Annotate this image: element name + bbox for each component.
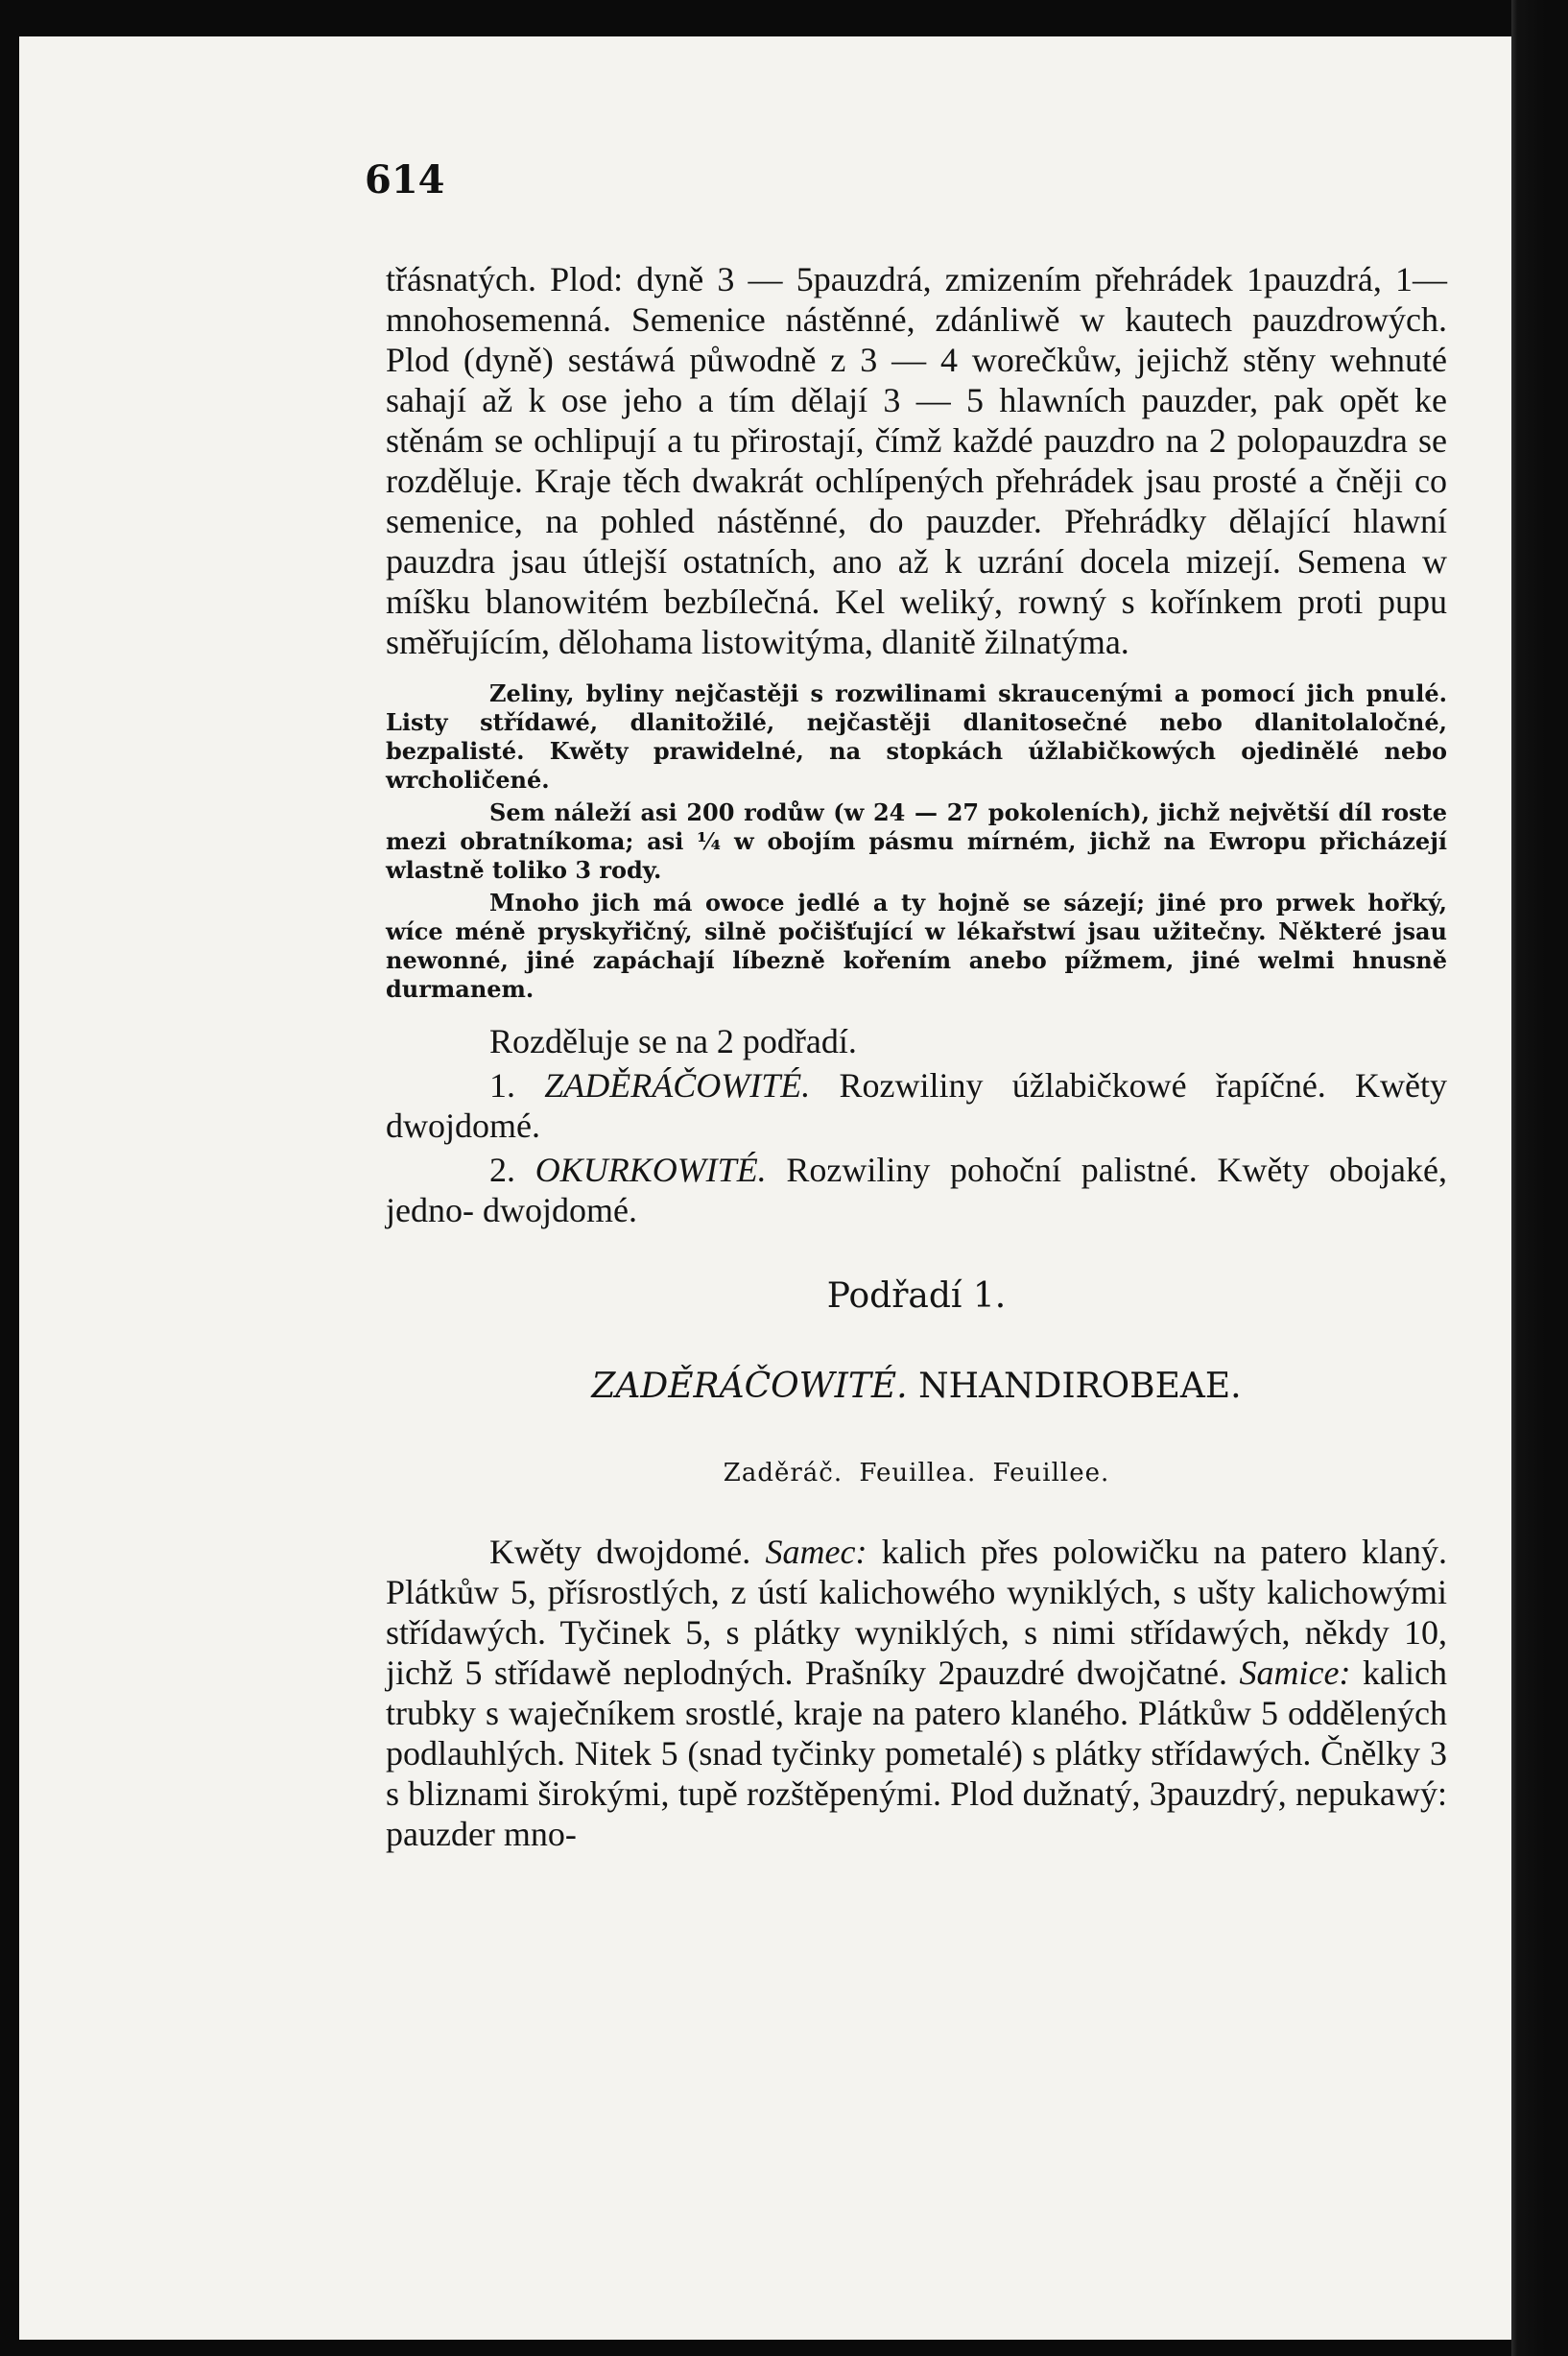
item-text: Rozwiliny úžlabičkowé řapíčné. Kwěty dwojdomé.: [386, 1066, 1448, 1145]
item-text: Rozwiliny pohoční palistné. Kwěty obojaké, jedno- dwojdomé.: [386, 1151, 1447, 1229]
suborder-item-2: [386, 1150, 1447, 1230]
description-intro: Kwěty dwojdomé.: [489, 1533, 751, 1571]
family-czech-name: ZADĚRÁČOWITÉ.: [591, 1367, 908, 1406]
genus-french-name: Feuillee.: [992, 1459, 1110, 1487]
item-name: ZADĚRÁČOWITÉ.: [544, 1066, 811, 1105]
small-paragraph-distribution: Sem náleží asi 200 rodůw (w 24 — 27 pokoleních), jichž největší díl roste mezi obratníkoma; asi ¼ w obojím pásmu mírném, jichž na Ewropu přicházejí wlastně toliko 3 rody.: [386, 798, 1447, 884]
family-latin-name: NHANDIROBEAE.: [918, 1367, 1242, 1406]
genus-latin-name: Feuillea.: [859, 1459, 977, 1487]
item-name: OKURKOWITÉ.: [535, 1151, 767, 1189]
page-number: 614: [365, 157, 445, 202]
suborder-item-1: [386, 1065, 1447, 1146]
book-page: [19, 36, 1524, 2340]
male-description: kalich přes polowičku na patero klaný. Plátkůw 5, přísrostlých, z ústí kalichowého wyniklých, s ušty kalichowými střídawých. Tyčinek 5, s plátky wyniklých, s nimi střídawých, někdy 10, jichž 5 střídawě neplodných. Prašníky 2pauzdré dwojčatné.: [386, 1533, 1447, 1692]
male-label: Samec:: [765, 1533, 867, 1571]
small-paragraph-habit: Zeliny, byliny nejčastěji s rozwilinami skraucenými a pomocí jich pnulé. Listy střídawé, dlanitožilé, nejčastěji dlanitosečné nebo dlanitolaločné, bezpalisté. Kwěty prawidelné, na stopkách úžlabičkowých ojedinělé nebo wrcholičené.: [386, 679, 1447, 794]
page-text: [386, 259, 1447, 1854]
book-binding-edge: [1511, 0, 1568, 2356]
item-number: 1.: [489, 1066, 515, 1105]
family-heading: [386, 1367, 1447, 1407]
female-label: Samice:: [1239, 1654, 1351, 1692]
female-description: kalich trubky s waječníkem srostlé, kraje na patero klaného. Plátkůw 5 oddělených podlauhlých. Nitek 5 (snad tyčinky pometalé) s plátky střídawých. Čnělky 3 s bliznami širokými, tupě rozštěpenými. Plod dužnatý, 3pauzdrý, nepukawý: pauzder mno-: [386, 1654, 1447, 1853]
genus-heading: [386, 1457, 1447, 1489]
main-paragraph: třásnatých. Plod: dyně 3 — 5pauzdrá, zmizením přehrádek 1pauzdrá, 1—mnohosemenná. Semenice nástěnné, zdánliwě w kautech pauzdrowých. Plod (dyně) sestáwá půwodně z 3 — 4 worečkůw, jejichž stěny wehnuté sahají až k ose jeho a tím dělají 3 — 5 hlawních pauzder, pak opět ke stěnám se ochlipují a tu přirostají, čímž každé pauzdro na 2 polopauzdra se rozděluje. Kraje těch dwakrát ochlípených přehrádek jsau prosté a čněji co semenice, na pohled nástěnné, do pauzder. Přehrádky dělající hlawní pauzdra jsau útlejší ostatních, ano až k uzrání docela mizejí. Semena w míšku blanowitém bezbílečná. Kel weliký, rowný s kořínkem proti pupu směřujícím, dělohama listowitýma, dlanitě žilnatýma.: [386, 260, 1447, 661]
small-paragraph-uses: Mnoho jich má owoce jedlé a ty hojně se sázejí; jiné pro prwek hořký, wíce méně pryskyřičný, silně počišťující w lékařstwí jsau užitečny. Některé jsau newonné, jiné zapáchají líbezně kořením anebo pížmem, jiné welmi hnusně durmanem.: [386, 889, 1447, 1003]
suborder-heading: Podřadí 1.: [826, 1276, 1007, 1316]
item-number: 2.: [489, 1151, 515, 1189]
genus-description: [386, 1532, 1447, 1854]
genus-czech-name: Zaděráč.: [723, 1459, 843, 1487]
division-intro: Rozděluje se na 2 podřadí.: [489, 1022, 857, 1060]
